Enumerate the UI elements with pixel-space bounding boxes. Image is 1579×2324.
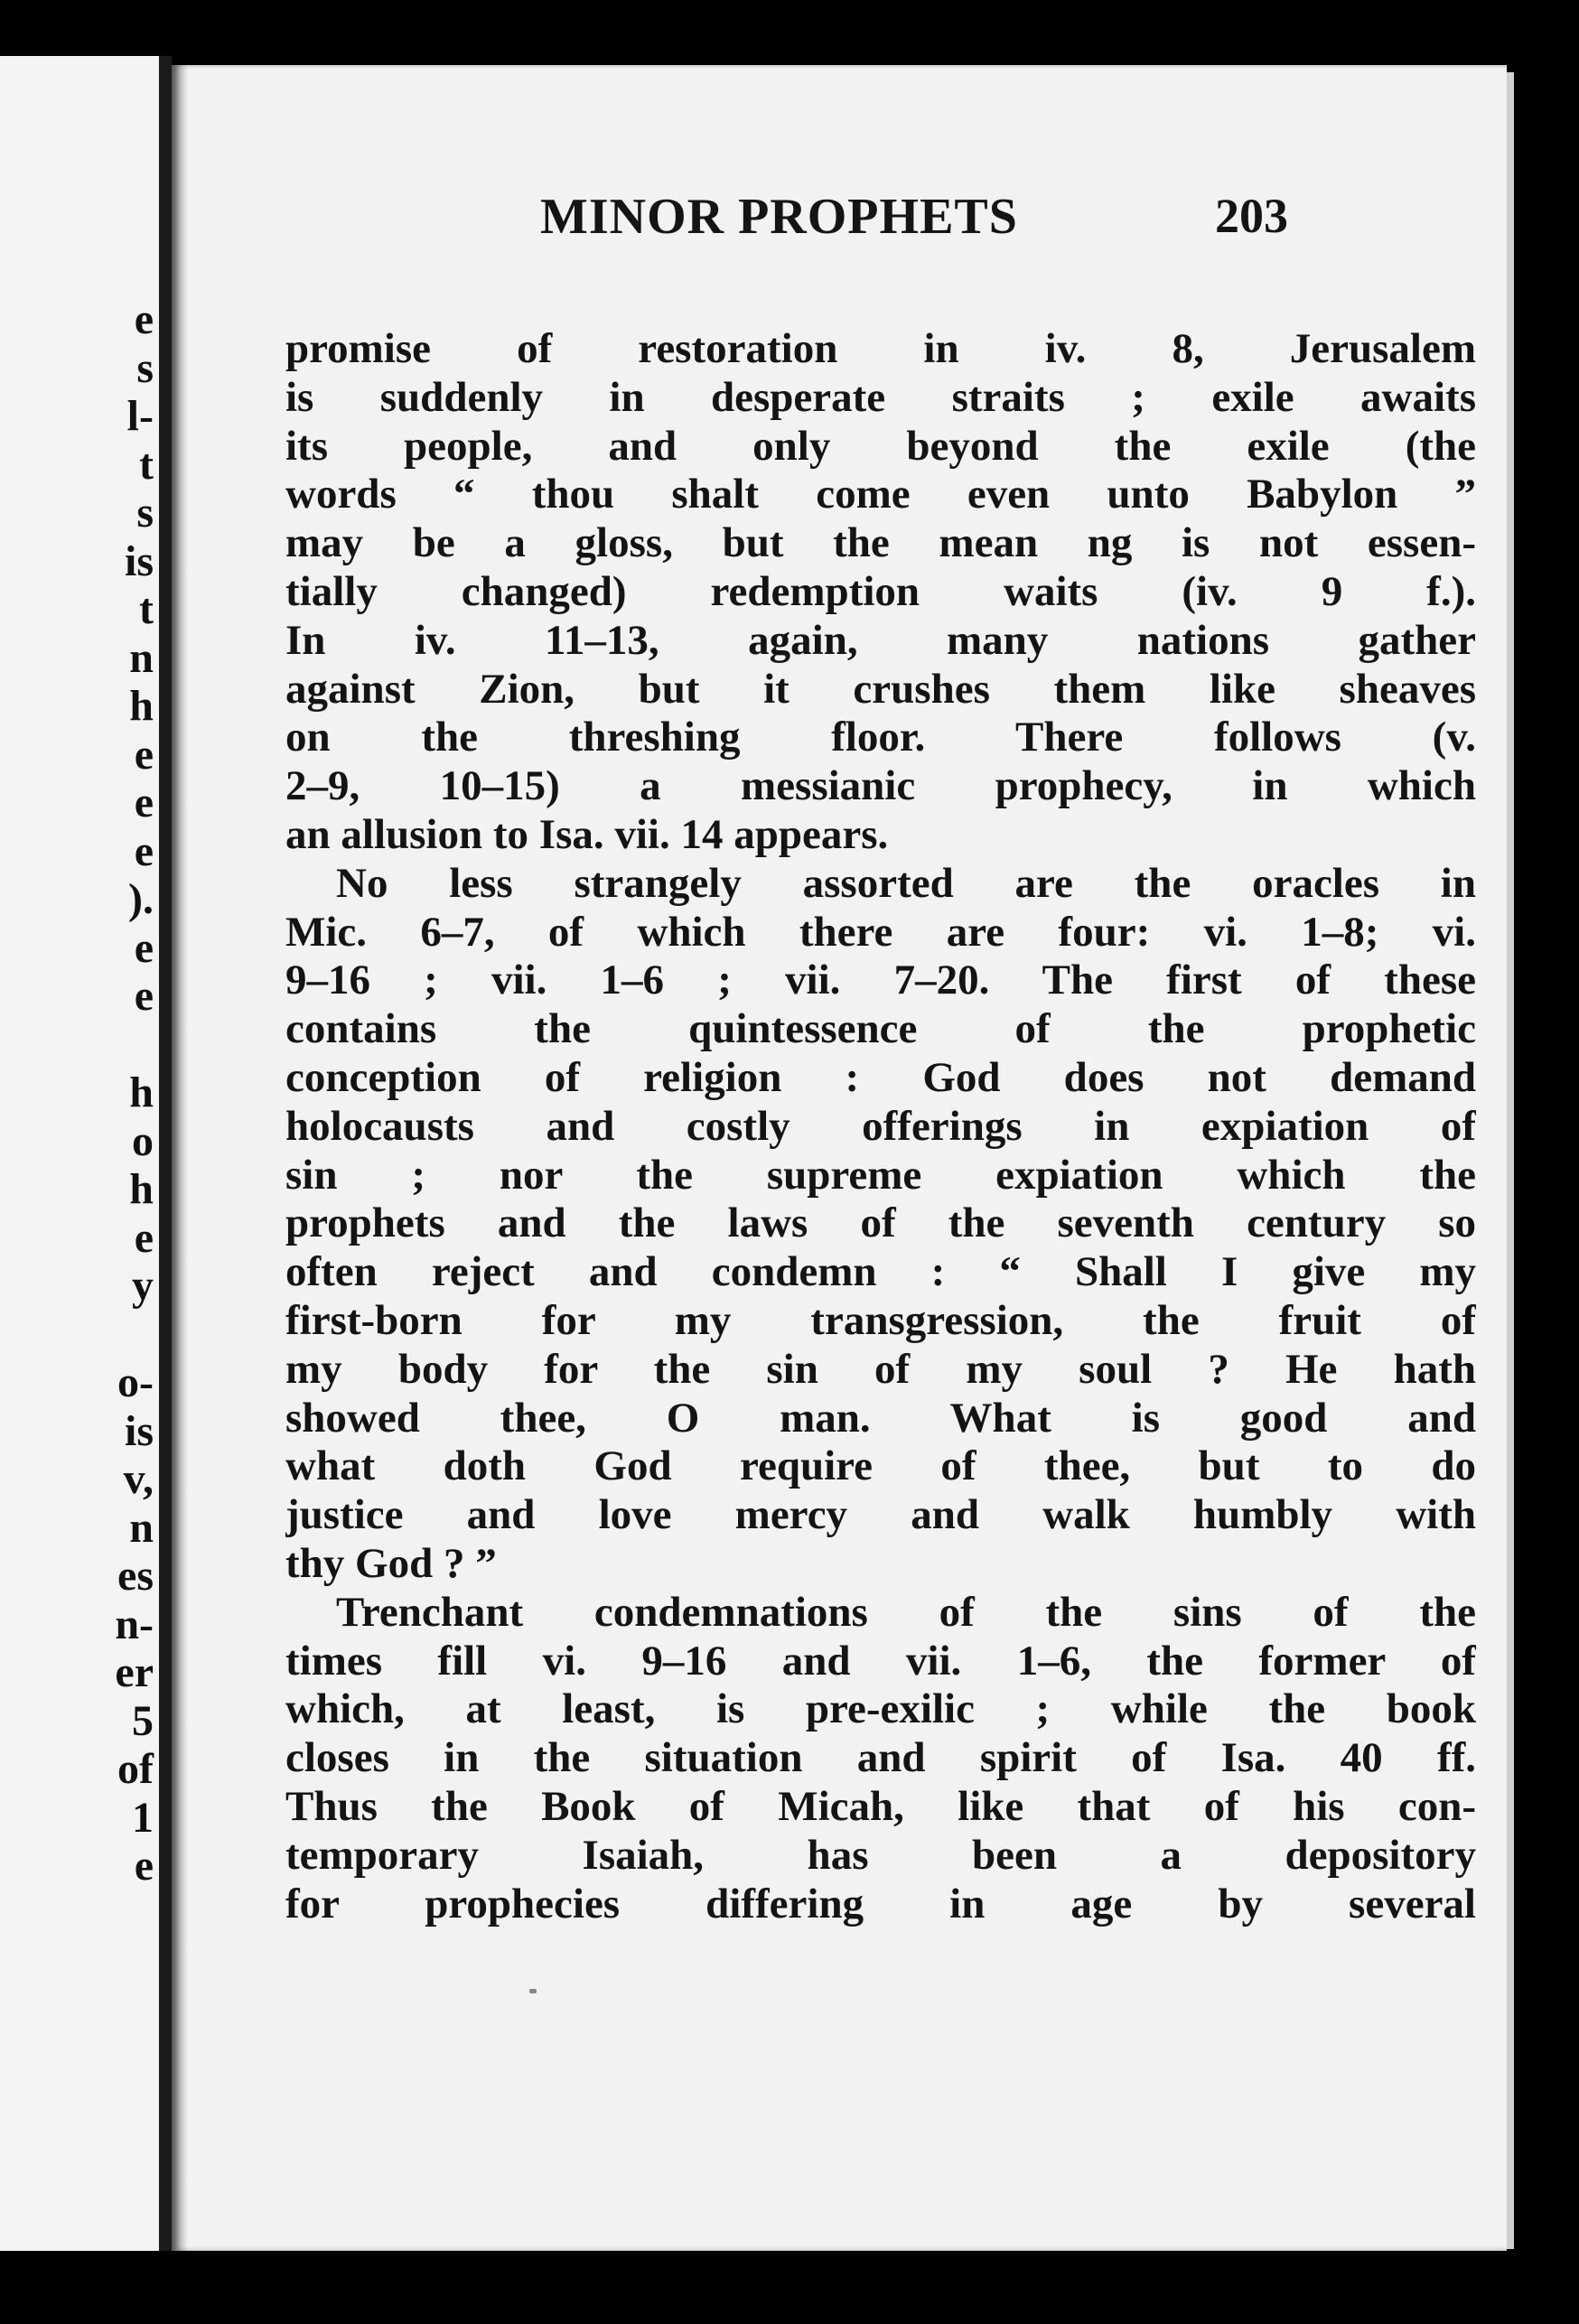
fragment: is xyxy=(124,537,154,585)
fragment: ). xyxy=(128,875,154,923)
running-header xyxy=(172,188,1507,269)
fragment: e xyxy=(134,779,154,826)
fragment: l- xyxy=(126,392,154,440)
previous-page-edge xyxy=(0,56,159,2251)
fragment: o- xyxy=(117,1358,154,1406)
fragment: v, xyxy=(123,1455,154,1503)
fragment: 5 xyxy=(132,1696,154,1745)
text-line: promise of restoration in iv. 8, Jerusalem xyxy=(285,325,1476,372)
fragment-gap xyxy=(0,1311,159,1359)
text-line: temporary Isaiah, has been a depository xyxy=(285,1831,1476,1879)
text-line: tially changed) redemption waits (iv. 9 f.). xyxy=(285,567,1476,615)
fragment: t xyxy=(139,440,154,489)
fragment: y xyxy=(132,1262,154,1310)
fragment: n- xyxy=(115,1600,154,1648)
text-line: 9–16 ; vii. 1–6 ; vii. 7–20. The first of these xyxy=(285,957,1476,1004)
text-line: my body for the sin of my soul ? He hath xyxy=(285,1345,1476,1393)
text-line: 2–9, 10–15) a messianic prophecy, in which xyxy=(285,762,1476,810)
fragment: is xyxy=(124,1406,154,1455)
fragment: er xyxy=(115,1648,154,1696)
body-text xyxy=(285,325,1476,1928)
paragraph-3 xyxy=(285,1589,1476,1929)
text-line: conception of religion : God does not demand xyxy=(285,1053,1476,1101)
fragment: s xyxy=(136,489,154,537)
text-line: closes in the situation and spirit of Isa. 40 ff. xyxy=(285,1734,1476,1782)
text-line: contains the quintessence of the prophetic xyxy=(285,1005,1476,1053)
fragment: n xyxy=(129,633,154,682)
fragment: e xyxy=(134,972,154,1020)
text-line: times fill vi. 9–16 and vii. 1–6, the former of xyxy=(285,1637,1476,1685)
text-line: sin ; nor the supreme expiation which the xyxy=(285,1151,1476,1199)
fragment: e xyxy=(134,923,154,972)
page xyxy=(172,65,1507,2251)
previous-page-text-fragments xyxy=(0,295,159,1890)
text-line: showed thee, O man. What is good and xyxy=(285,1394,1476,1442)
fragment: es xyxy=(117,1552,154,1600)
fragment: n xyxy=(129,1503,154,1552)
fragment: of xyxy=(117,1745,154,1793)
fragment: e xyxy=(134,826,154,875)
text-line: on the threshing floor. There follows (v. xyxy=(285,714,1476,761)
text-line: thy God ? ” xyxy=(285,1539,497,1587)
fragment: e xyxy=(134,1842,154,1890)
fragment: e xyxy=(134,1213,154,1262)
text-line: an allusion to Isa. vii. 14 appears. xyxy=(285,810,889,858)
running-title: MINOR PROPHETS xyxy=(540,189,1018,245)
text-line: often reject and condemn : “ Shall I give my xyxy=(285,1248,1476,1296)
paragraph-2 xyxy=(285,860,1476,1589)
text-line: against Zion, but it crushes them like sheaves xyxy=(285,665,1476,713)
fragment: h xyxy=(129,1165,154,1213)
text-line: first-born for my transgression, the fruit of xyxy=(285,1296,1476,1344)
fragment-gap xyxy=(0,1021,159,1069)
paragraph-1 xyxy=(285,325,1476,860)
text-line: words “ thou shalt come even unto Babylon ” xyxy=(285,471,1476,518)
fragment: 1 xyxy=(132,1793,154,1842)
page-number: 203 xyxy=(1215,189,1288,243)
text-line: for prophecies differing in age by several xyxy=(285,1880,1476,1927)
text-line: prophets and the laws of the seventh century so xyxy=(285,1199,1476,1247)
text-line: In iv. 11–13, again, many nations gather xyxy=(285,616,1476,664)
fragment: e xyxy=(134,295,154,343)
text-line: is suddenly in desperate straits ; exile awaits xyxy=(285,373,1476,421)
text-line: its people, and only beyond the exile (the xyxy=(285,422,1476,470)
fragment: h xyxy=(129,682,154,730)
paper-speck xyxy=(529,1989,537,1993)
text-line: holocausts and costly offerings in expiation of xyxy=(285,1102,1476,1150)
text-line: may be a gloss, but the mean ng is not essen- xyxy=(285,519,1476,567)
fragment: s xyxy=(136,343,154,392)
text-line: justice and love mercy and walk humbly with xyxy=(285,1491,1476,1539)
book-gutter xyxy=(159,56,172,2251)
text-line: Mic. 6–7, of which there are four: vi. 1–8; vi. xyxy=(285,908,1476,956)
page-right-edge xyxy=(1507,72,1514,2249)
text-line: Trenchant condemnations of the sins of the xyxy=(336,1588,1476,1636)
fragment: e xyxy=(134,730,154,779)
text-line: what doth God require of thee, but to do xyxy=(285,1442,1476,1490)
fragment: t xyxy=(139,585,154,633)
text-line: No less strangely assorted are the oracles in xyxy=(336,859,1476,907)
text-line: which, at least, is pre-exilic ; while the book xyxy=(285,1685,1476,1733)
fragment: o xyxy=(132,1116,154,1165)
fragment: h xyxy=(129,1069,154,1116)
text-line: Thus the Book of Micah, like that of his con- xyxy=(285,1782,1476,1830)
